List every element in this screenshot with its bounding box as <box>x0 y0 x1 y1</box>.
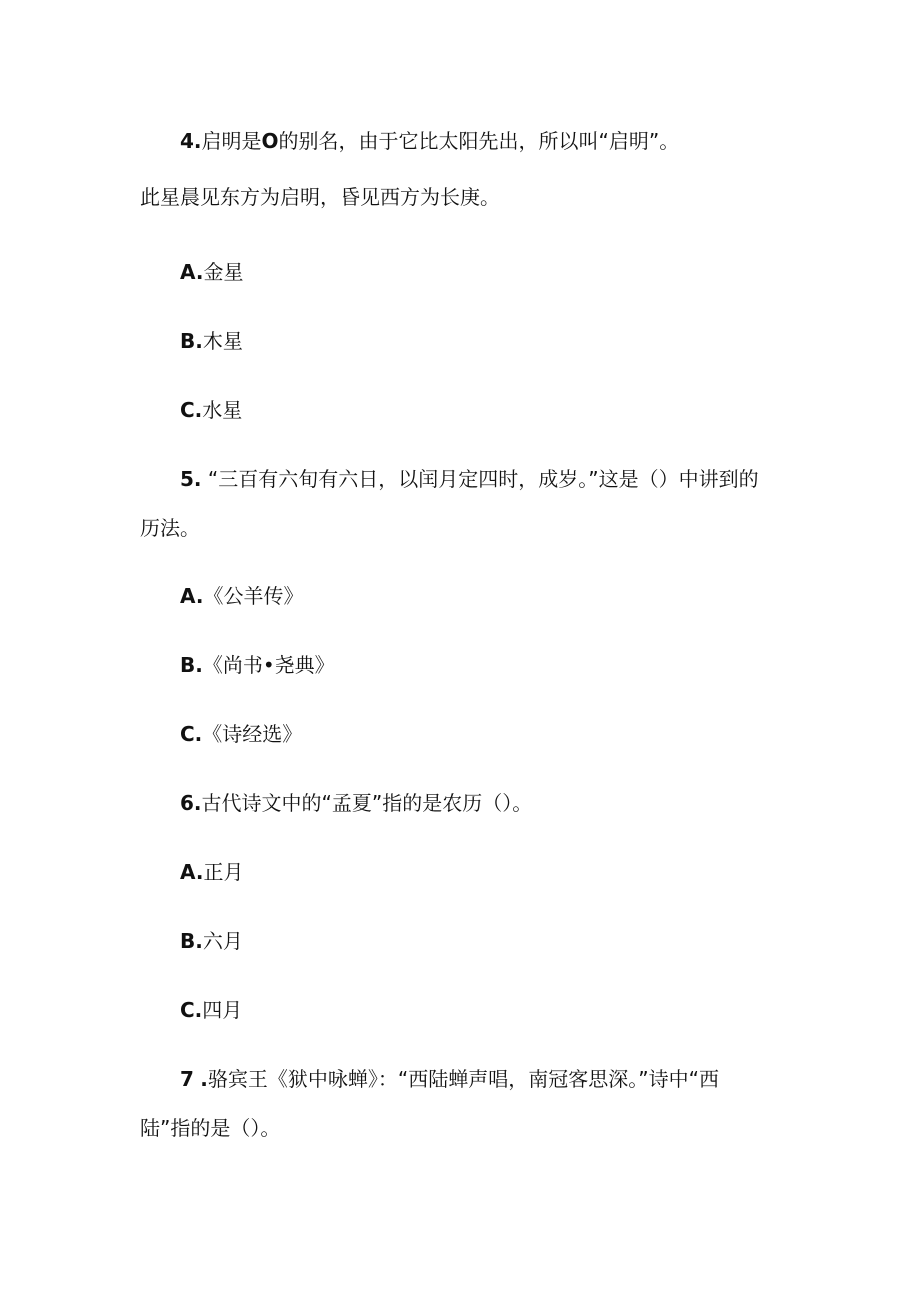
option-letter: C. <box>180 398 203 422</box>
option-letter: A. <box>180 860 204 884</box>
question-text: 启明是 <box>201 129 262 153</box>
option-text: 金星 <box>203 260 244 284</box>
question-4-option-b <box>180 327 243 355</box>
question-number: 7 <box>180 1067 194 1091</box>
question-number: 5. <box>180 467 202 491</box>
option-text: 四月 <box>202 998 243 1022</box>
question-4-line-2: 此星晨见东方为启明，昏见西方为长庚。 <box>140 185 500 209</box>
question-5-option-a <box>180 582 303 610</box>
option-text: 《公羊传》 <box>203 584 304 608</box>
question-text: 骆宾王《狱中咏蝉》：“西陆蝉声唱，南冠客思深。”诗中“西 <box>207 1067 719 1091</box>
option-text: 六月 <box>202 929 243 953</box>
option-text: 《诗经选》 <box>202 722 303 746</box>
question-5-line-1 <box>180 465 759 493</box>
question-6-option-b <box>180 927 243 955</box>
option-text: 木星 <box>202 329 243 353</box>
option-letter: A. <box>180 260 204 284</box>
question-6-option-c <box>180 996 242 1024</box>
question-4-option-c <box>180 396 242 424</box>
question-4-line-1 <box>180 127 679 155</box>
question-number: 6. <box>180 791 202 815</box>
question-text: “三百有六旬有六日，以闰月定四时，成岁。”这是（）中讲到的 <box>207 467 759 491</box>
option-text: 正月 <box>203 860 244 884</box>
option-letter: B. <box>180 929 203 953</box>
option-letter: C. <box>180 722 203 746</box>
question-number-suffix: . <box>200 1067 208 1091</box>
question-4-option-a <box>180 258 243 286</box>
question-5-line-2: 历法。 <box>140 516 200 540</box>
question-6-line-1 <box>180 789 532 817</box>
answer-blank: O <box>261 129 279 153</box>
option-letter: B. <box>180 329 203 353</box>
question-5-option-b <box>180 651 335 679</box>
question-text: 的别名，由于它比太阳先出，所以叫“启明”。 <box>278 129 680 153</box>
question-7-line-2: 陆”指的是（）。 <box>140 1116 281 1140</box>
question-7-line-1 <box>180 1065 719 1093</box>
option-text: 水星 <box>202 398 243 422</box>
option-letter: C. <box>180 998 203 1022</box>
question-number: 4. <box>180 129 202 153</box>
question-text: 古代诗文中的“孟夏”指的是农历（）。 <box>201 791 533 815</box>
question-5-option-c <box>180 720 302 748</box>
option-letter: A. <box>180 584 204 608</box>
question-6-option-a <box>180 858 243 886</box>
option-text: 《尚书•尧典》 <box>202 653 335 677</box>
option-letter: B. <box>180 653 203 677</box>
